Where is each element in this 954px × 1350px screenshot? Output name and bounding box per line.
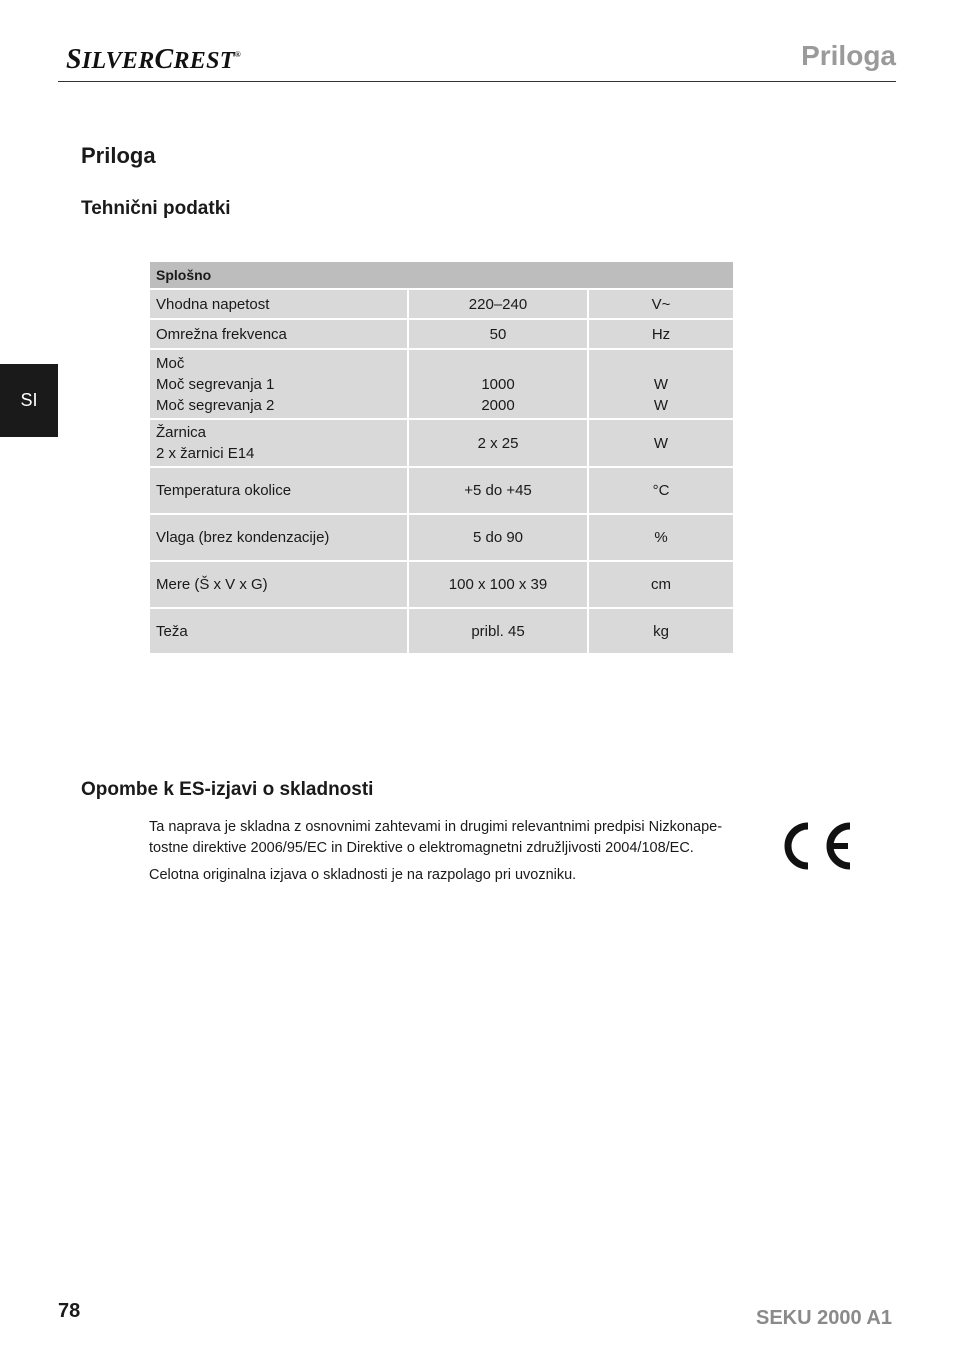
spec-value-line: +5 do +45 xyxy=(464,482,532,499)
spec-value-line: 50 xyxy=(489,325,507,343)
ce-mark-icon xyxy=(778,818,854,874)
spec-value-line: pribl. 45 xyxy=(471,622,525,640)
spec-row xyxy=(150,468,733,513)
spec-label-line: 2 x žarnici E14 xyxy=(156,445,255,462)
spec-label-line: Moč segrevanja 2 xyxy=(156,396,275,414)
spec-unit-line: kg xyxy=(653,622,669,640)
spec-label-line: Moč xyxy=(156,354,185,372)
spec-value xyxy=(409,290,587,318)
spec-unit xyxy=(589,468,733,513)
tech-data-heading: Tehnični podatki xyxy=(81,198,231,219)
spec-value xyxy=(409,420,587,466)
spec-label-line: Omrežna frekvenca xyxy=(156,325,287,343)
spec-row xyxy=(150,320,733,348)
conformity-paragraph: Ta naprava je skladna z osnovnimi zahtevami in drugimi relevantnimi predpisi Nizkonape-tostne direktive 2006/95/EC in Direktive o elektromagnetni združljivosti 2004/108/EC. xyxy=(149,819,723,856)
spec-unit xyxy=(589,420,733,466)
spec-table-header: Splošno xyxy=(150,262,733,288)
spec-value-line: 1000 xyxy=(481,375,515,393)
language-tab: SI xyxy=(0,364,58,437)
spec-value-line: 2 x 25 xyxy=(477,434,519,452)
spec-unit-line: V~ xyxy=(651,295,671,313)
spec-value-line: 2000 xyxy=(481,396,515,414)
spec-unit-line: °C xyxy=(652,482,670,499)
spec-label-line: Vhodna napetost xyxy=(156,295,270,313)
spec-unit xyxy=(589,562,733,607)
spec-label xyxy=(150,420,407,466)
spec-unit xyxy=(589,609,733,653)
spec-label xyxy=(150,468,407,513)
spec-row xyxy=(150,609,733,653)
spec-value-line xyxy=(415,353,581,374)
spec-table xyxy=(148,260,735,655)
spec-row xyxy=(150,420,733,466)
spec-table-header-row xyxy=(150,262,733,288)
spec-label-line: Teža xyxy=(156,622,188,640)
spec-row xyxy=(150,290,733,318)
spec-value xyxy=(409,350,587,418)
spec-value xyxy=(409,515,587,560)
spec-unit-line: Hz xyxy=(651,325,671,343)
spec-value-line: 220–240 xyxy=(468,295,528,313)
spec-label xyxy=(150,320,407,348)
spec-unit-line: W xyxy=(653,434,669,452)
spec-label-line: Vlaga (brez kondenzacije) xyxy=(156,529,330,546)
spec-unit-line xyxy=(595,353,727,374)
page-number: 78 xyxy=(58,1300,81,1322)
spec-row xyxy=(150,515,733,560)
spec-unit xyxy=(589,290,733,318)
conformity-heading: Opombe k ES-izjavi o skladnosti xyxy=(81,779,374,800)
spec-label-line: Temperatura okolice xyxy=(156,482,292,499)
brand-logo: SILVERCREST® xyxy=(66,44,242,75)
spec-label xyxy=(150,515,407,560)
header-divider xyxy=(58,81,896,82)
spec-label-line: Žarnica xyxy=(156,424,207,441)
spec-label xyxy=(150,290,407,318)
spec-unit-line: W xyxy=(653,375,669,393)
spec-row xyxy=(150,350,733,418)
spec-value xyxy=(409,562,587,607)
spec-label xyxy=(150,350,407,418)
spec-label xyxy=(150,609,407,653)
spec-unit xyxy=(589,350,733,418)
spec-value-line: 100 x 100 x 39 xyxy=(448,576,548,593)
spec-value xyxy=(409,468,587,513)
spec-label-line: Moč segrevanja 1 xyxy=(156,375,275,393)
spec-label-line: Mere (Š x V x G) xyxy=(156,576,268,593)
importer-note: Celotna originalna izjava o skladnosti je na razpolago pri uvozniku. xyxy=(149,867,577,883)
header-title: Priloga xyxy=(801,40,896,71)
page-title: Priloga xyxy=(81,143,156,168)
spec-row xyxy=(150,562,733,607)
model-name: SEKU 2000 A1 xyxy=(756,1307,892,1329)
spec-unit-line: % xyxy=(654,529,668,546)
spec-value xyxy=(409,320,587,348)
spec-unit xyxy=(589,320,733,348)
spec-value-line: 5 do 90 xyxy=(472,529,524,546)
spec-unit-line: cm xyxy=(651,576,671,593)
spec-label xyxy=(150,562,407,607)
spec-unit-line: W xyxy=(653,396,669,414)
spec-value xyxy=(409,609,587,653)
spec-unit xyxy=(589,515,733,560)
